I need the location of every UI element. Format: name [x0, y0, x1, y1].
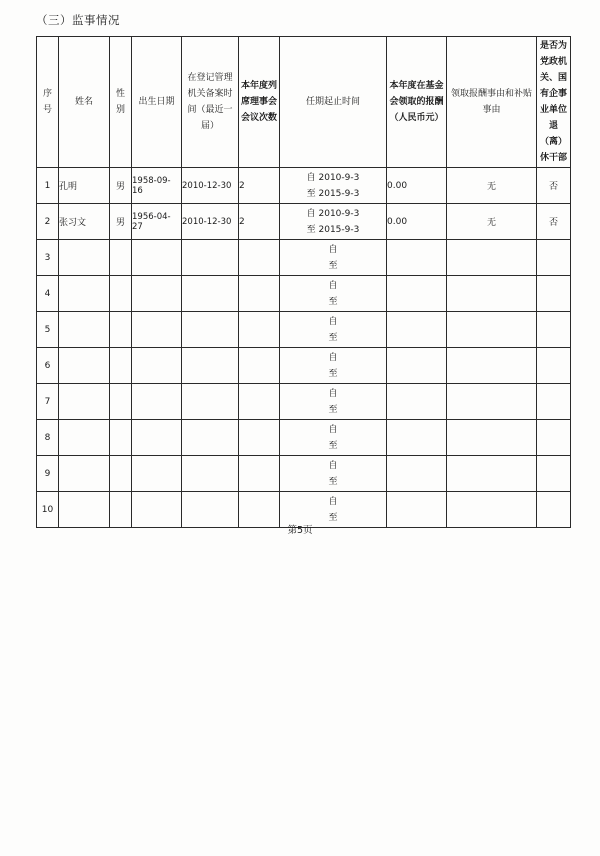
term-end: 至 — [328, 404, 338, 415]
cell-retired-cadre — [537, 276, 571, 312]
cell-registration-time: 2010-12-30 — [182, 204, 239, 240]
cell-birth-date — [132, 276, 182, 312]
term-end: 至 — [328, 440, 338, 451]
term-start: 自 — [328, 352, 338, 363]
header-retired-cadre: 是否为党政机关、国有企事业单位退（离）休干部 — [537, 37, 571, 168]
term-start: 自 — [328, 388, 338, 399]
cell-name — [59, 348, 110, 384]
cell-compensation — [387, 312, 447, 348]
cell-meeting-count: 2 — [239, 168, 280, 204]
cell-name: 张习文 — [59, 204, 110, 240]
term-start: 自 — [328, 280, 338, 291]
cell-term — [280, 384, 387, 420]
cell-compensation — [387, 456, 447, 492]
term-end: 至 — [328, 296, 338, 307]
table-row — [37, 240, 571, 276]
cell-gender — [110, 420, 132, 456]
cell-name — [59, 276, 110, 312]
cell-meeting-count — [239, 348, 280, 384]
cell-registration-time — [182, 276, 239, 312]
cell-compensation — [387, 348, 447, 384]
cell-registration-time: 2010-12-30 — [182, 168, 239, 204]
cell-seq: 9 — [37, 456, 59, 492]
cell-gender — [110, 240, 132, 276]
cell-birth-date — [132, 384, 182, 420]
cell-retired-cadre — [537, 420, 571, 456]
cell-seq: 3 — [37, 240, 59, 276]
cell-compensation: 0.00 — [387, 168, 447, 204]
cell-compensation: 0.00 — [387, 204, 447, 240]
cell-birth-date — [132, 312, 182, 348]
cell-retired-cadre: 否 — [537, 204, 571, 240]
term-start: 自 2010-9-3 — [306, 208, 360, 219]
header-term: 任期起止时间 — [280, 37, 387, 168]
table-row — [37, 456, 571, 492]
cell-seq: 10 — [37, 492, 59, 528]
cell-term — [280, 276, 387, 312]
header-compensation: 本年度在基金会领取的报酬（人民币元） — [387, 37, 447, 168]
header-meeting-count: 本年度列席理事会会议次数 — [239, 37, 280, 168]
table-row — [37, 276, 571, 312]
cell-meeting-count — [239, 456, 280, 492]
term-start: 自 — [328, 460, 338, 471]
table-row — [37, 348, 571, 384]
cell-gender — [110, 312, 132, 348]
cell-birth-date: 1958-09-16 — [132, 168, 182, 204]
cell-meeting-count — [239, 276, 280, 312]
table-row — [37, 420, 571, 456]
cell-name — [59, 240, 110, 276]
header-name: 姓名 — [59, 37, 110, 168]
cell-term — [280, 420, 387, 456]
cell-meeting-count — [239, 312, 280, 348]
cell-gender: 男 — [110, 168, 132, 204]
cell-meeting-count — [239, 420, 280, 456]
cell-meeting-count: 2 — [239, 204, 280, 240]
cell-name — [59, 420, 110, 456]
cell-retired-cadre — [537, 384, 571, 420]
cell-retired-cadre: 否 — [537, 168, 571, 204]
term-end: 至 — [328, 368, 338, 379]
cell-registration-time — [182, 240, 239, 276]
term-end: 至 2015-9-3 — [306, 224, 360, 235]
cell-gender — [110, 456, 132, 492]
term-start: 自 — [328, 244, 338, 255]
cell-compensation — [387, 240, 447, 276]
cell-birth-date — [132, 456, 182, 492]
cell-seq: 8 — [37, 420, 59, 456]
cell-name — [59, 384, 110, 420]
cell-name — [59, 456, 110, 492]
term-end: 至 — [328, 512, 338, 523]
cell-registration-time — [182, 384, 239, 420]
cell-meeting-count — [239, 240, 280, 276]
term-start: 自 2010-9-3 — [306, 172, 360, 183]
term-end: 至 — [328, 332, 338, 343]
cell-gender — [110, 348, 132, 384]
cell-seq: 5 — [37, 312, 59, 348]
cell-gender — [110, 384, 132, 420]
cell-registration-time — [182, 420, 239, 456]
cell-term — [280, 456, 387, 492]
cell-reason — [447, 456, 537, 492]
cell-birth-date — [132, 348, 182, 384]
cell-reason — [447, 312, 537, 348]
table-row — [37, 384, 571, 420]
cell-compensation — [387, 420, 447, 456]
cell-term — [280, 204, 387, 240]
cell-registration-time — [182, 456, 239, 492]
header-birth-date: 出生日期 — [132, 37, 182, 168]
cell-birth-date — [132, 420, 182, 456]
cell-gender — [110, 276, 132, 312]
term-end: 至 — [328, 476, 338, 487]
cell-birth-date: 1956-04-27 — [132, 204, 182, 240]
cell-reason — [447, 420, 537, 456]
header-seq: 序号 — [37, 37, 59, 168]
cell-seq: 4 — [37, 276, 59, 312]
cell-retired-cadre — [537, 456, 571, 492]
cell-name — [59, 312, 110, 348]
table-row — [37, 168, 571, 204]
cell-name: 孔明 — [59, 168, 110, 204]
cell-term — [280, 348, 387, 384]
cell-retired-cadre — [537, 312, 571, 348]
cell-reason: 无 — [447, 168, 537, 204]
cell-gender: 男 — [110, 204, 132, 240]
header-gender: 性别 — [110, 37, 132, 168]
cell-term — [280, 240, 387, 276]
cell-reason: 无 — [447, 204, 537, 240]
cell-compensation — [387, 276, 447, 312]
cell-reason — [447, 384, 537, 420]
term-start: 自 — [328, 424, 338, 435]
cell-term — [280, 312, 387, 348]
cell-seq: 1 — [37, 168, 59, 204]
cell-registration-time — [182, 348, 239, 384]
cell-term — [280, 168, 387, 204]
term-end: 至 2015-9-3 — [306, 188, 360, 199]
cell-seq: 6 — [37, 348, 59, 384]
header-reason: 领取报酬事由和补贴事由 — [447, 37, 537, 168]
term-end: 至 — [328, 260, 338, 271]
table-header-row — [37, 37, 571, 168]
supervisors-table — [36, 36, 571, 528]
cell-compensation — [387, 384, 447, 420]
section-title: （三）监事情况 — [36, 13, 120, 27]
cell-reason — [447, 240, 537, 276]
cell-birth-date — [132, 240, 182, 276]
cell-seq: 2 — [37, 204, 59, 240]
table-row — [37, 312, 571, 348]
cell-registration-time — [182, 312, 239, 348]
cell-meeting-count — [239, 384, 280, 420]
header-registration-time: 在登记管理机关备案时间（最近一届） — [182, 37, 239, 168]
cell-retired-cadre — [537, 348, 571, 384]
cell-retired-cadre — [537, 240, 571, 276]
cell-reason — [447, 348, 537, 384]
page-number: 第5页 — [287, 525, 313, 536]
cell-seq: 7 — [37, 384, 59, 420]
table-row — [37, 204, 571, 240]
term-start: 自 — [328, 316, 338, 327]
term-start: 自 — [328, 496, 338, 507]
cell-reason — [447, 276, 537, 312]
